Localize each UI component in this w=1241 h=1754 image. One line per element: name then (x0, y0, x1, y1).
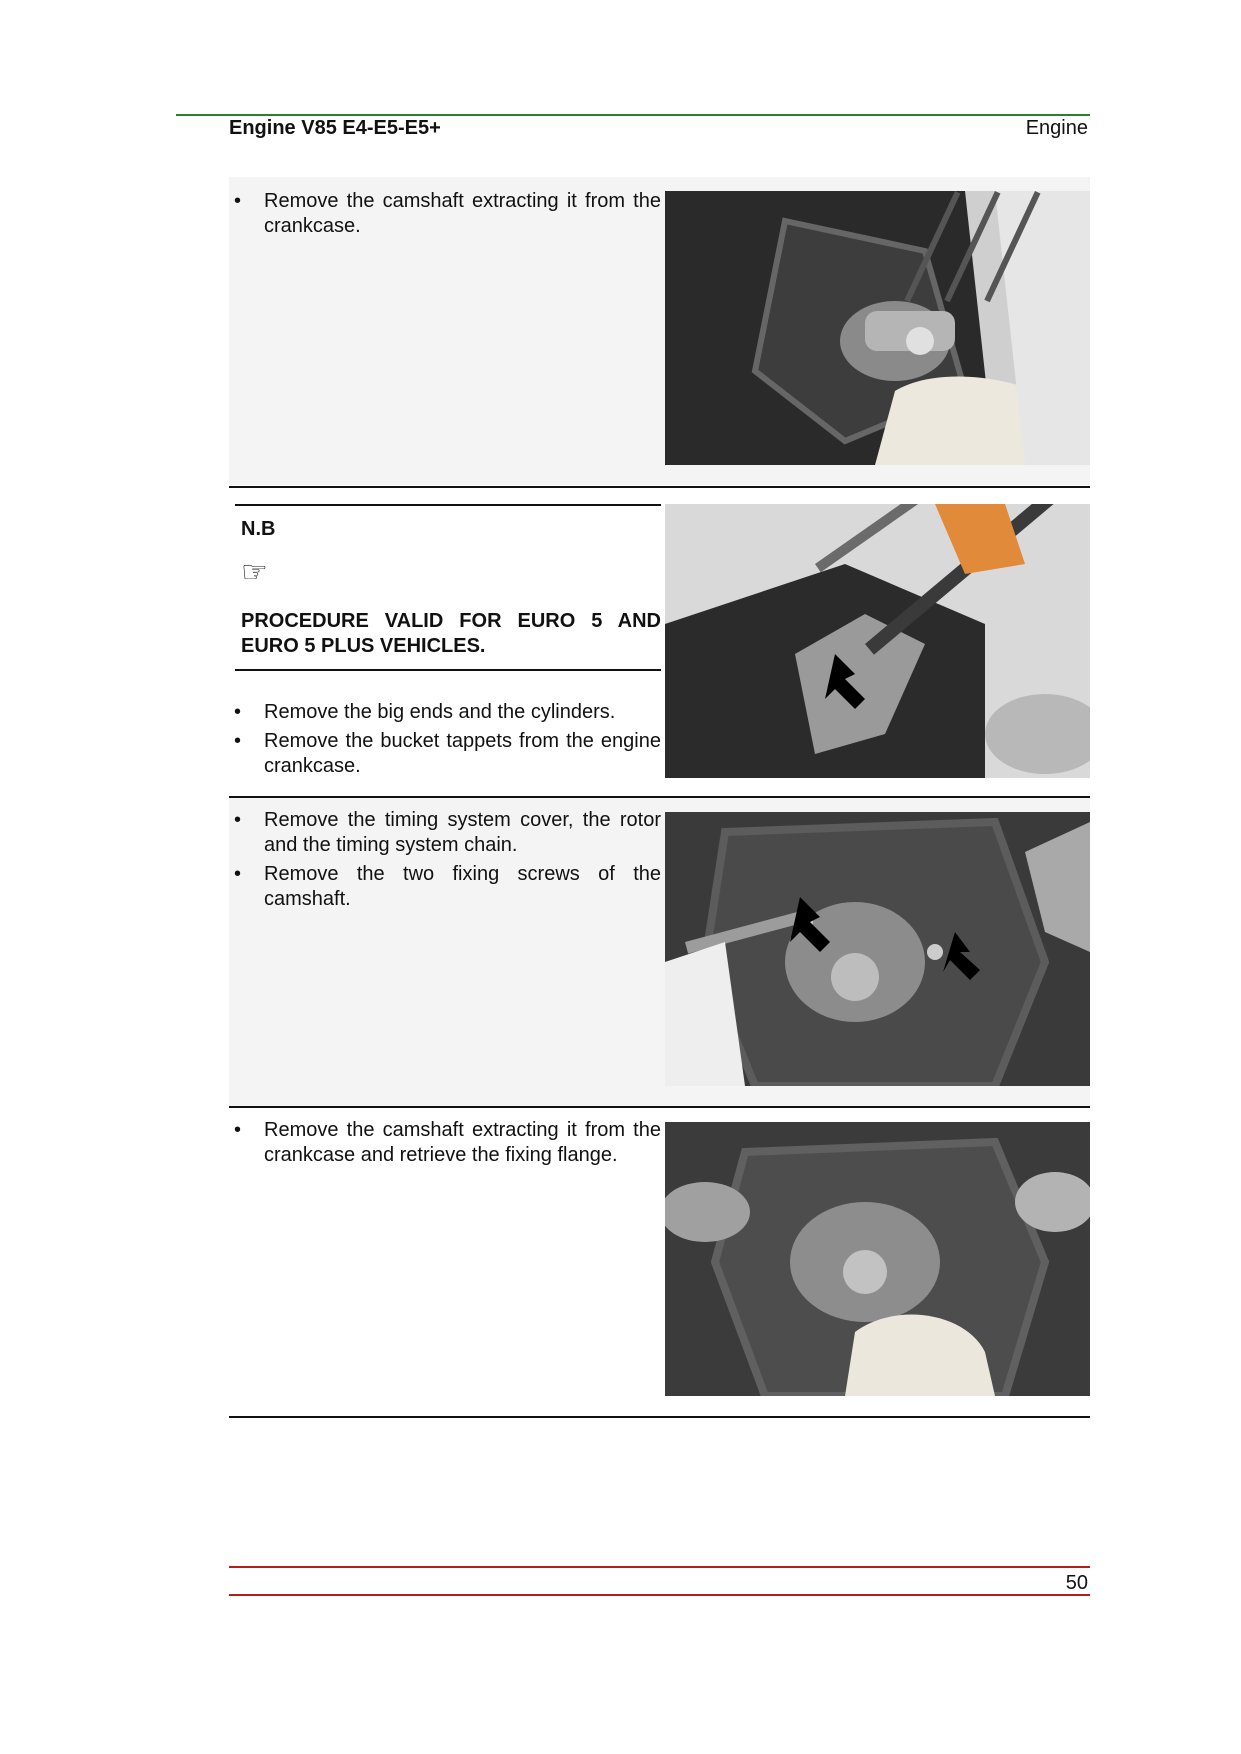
flange-retrieval-photo (665, 1122, 1090, 1396)
header-rule (176, 114, 1090, 116)
note-text: PROCEDURE VALID FOR EURO 5 AND EURO 5 PLUS VEHICLES. (241, 610, 661, 657)
step-section-1 (229, 177, 1090, 485)
fixing-screws-photo (665, 812, 1090, 1086)
section-divider (229, 1416, 1090, 1418)
footer-rule-top (229, 1566, 1090, 1568)
step-section-4 (229, 1108, 1090, 1416)
note-box (235, 504, 661, 671)
step-list (229, 1118, 661, 1168)
step-item: • Remove the timing system cover, the rotor and the timing system chain. (229, 808, 661, 858)
step-item: • Remove the two fixing screws of the camshaft. (229, 862, 661, 912)
page-number: 50 (1065, 1572, 1088, 1594)
step-item: • Remove the camshaft extracting it from the crankcase and retrieve the fixing flange. (229, 1118, 661, 1168)
tappets-removal-photo (665, 504, 1090, 778)
step-section-2 (229, 488, 1090, 798)
camshaft-removal-photo (665, 191, 1090, 465)
step-section-3 (229, 798, 1090, 1108)
step-item: • Remove the big ends and the cylinders. (229, 700, 661, 725)
manual-title: Engine V85 E4-E5-E5+ (229, 117, 441, 139)
step-list (229, 189, 661, 239)
chapter-title: Engine (1025, 117, 1088, 139)
pointing-hand-icon: ☞ (241, 556, 268, 589)
note-title: N.B (241, 518, 276, 540)
step-item: • Remove the camshaft extracting it from the crankcase. (229, 189, 661, 239)
footer-rule-bottom (229, 1594, 1090, 1596)
step-item: • Remove the bucket tappets from the engine crankcase. (229, 729, 661, 779)
step-list (229, 700, 661, 779)
step-list (229, 808, 661, 912)
